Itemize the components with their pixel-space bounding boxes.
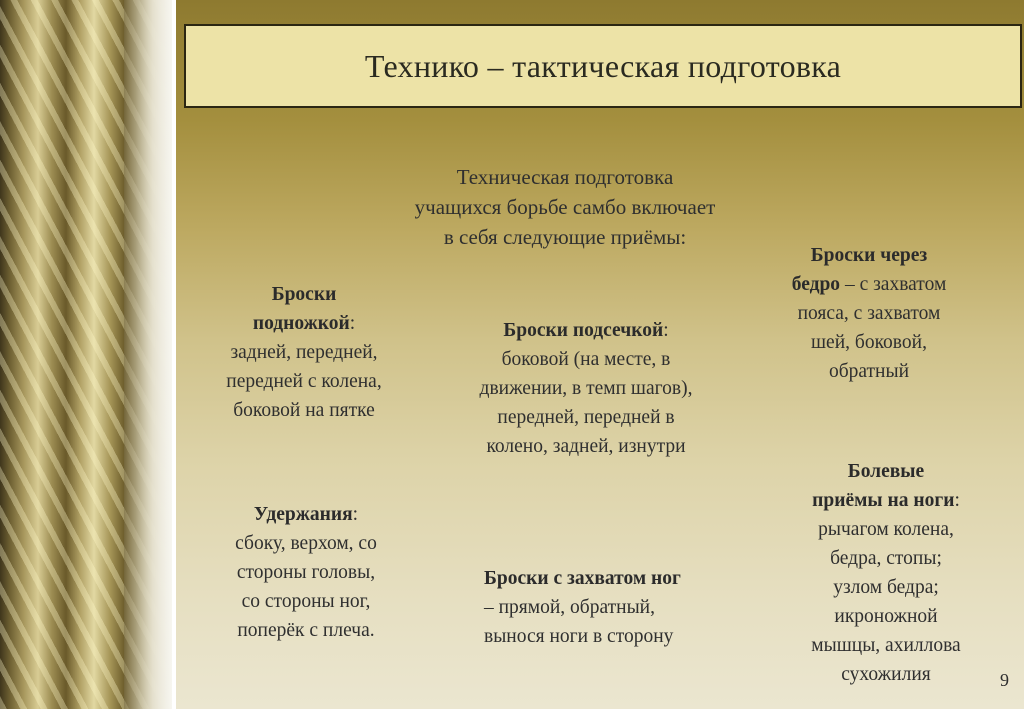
- throws-footsweep-block: [196, 280, 412, 425]
- footsweep-heading-2: подножкой: [252, 313, 350, 334]
- sweep-line-2: движении, в темп шагов),: [479, 378, 693, 399]
- footsweep-heading-1: Броски: [271, 284, 337, 305]
- decorative-column: [0, 0, 172, 709]
- slide-title: Технико – тактическая подготовка: [364, 47, 842, 84]
- intro-line-3: в себя следующие приёмы:: [443, 225, 687, 249]
- holds-colon: :: [352, 504, 359, 525]
- leg-locks-line-5: мышцы, ахиллова: [811, 635, 961, 656]
- sweep-line-3: передней, передней в: [497, 407, 675, 428]
- holds-line-1: сбоку, верхом, со: [235, 533, 377, 554]
- sweep-colon: :: [663, 320, 669, 341]
- intro-text: [360, 162, 770, 252]
- holds-line-2: стороны головы,: [236, 562, 376, 583]
- leg-locks-heading-1: Болевые: [847, 461, 925, 482]
- sweep-line-4: колено, задней, изнутри: [486, 436, 686, 457]
- throws-hip-block: [764, 241, 974, 386]
- hip-heading-2: бедро: [791, 274, 841, 295]
- holds-block: [196, 500, 416, 645]
- leg-grab-heading: Броски с захватом ног: [484, 568, 681, 589]
- hip-line-4: обратный: [828, 361, 910, 382]
- hip-line-1-rest: – с захватом: [840, 274, 947, 295]
- sweep-line-1: боковой (на месте, в: [501, 349, 671, 370]
- leg-locks-line-6: сухожилия: [841, 664, 931, 685]
- intro-line-1: Техническая подготовка: [456, 165, 674, 189]
- holds-line-4: поперёк с плеча.: [237, 620, 375, 641]
- hip-heading-1: Броски через: [810, 245, 928, 266]
- title-box: [184, 24, 1022, 108]
- footsweep-line-1: задней, передней,: [230, 342, 378, 363]
- leg-locks-line-3: узлом бедра;: [833, 577, 939, 598]
- page-number: 9: [1000, 670, 1009, 690]
- footsweep-colon: :: [349, 313, 356, 334]
- hip-line-2: пояса, с захватом: [797, 303, 941, 324]
- holds-line-3: со стороны ног,: [241, 591, 371, 612]
- throws-leg-grab-block: [484, 564, 744, 651]
- leg-locks-colon: :: [954, 490, 960, 511]
- leg-grab-line-2: вынося ноги в сторону: [484, 626, 674, 647]
- intro-line-2: учащихся борьбе самбо включает: [414, 195, 716, 219]
- sweep-heading: Броски подсечкой: [503, 320, 664, 341]
- leg-locks-line-4: икроножной: [834, 606, 938, 627]
- footsweep-line-3: боковой на пятке: [233, 400, 375, 421]
- footsweep-line-2: передней с колена,: [226, 371, 382, 392]
- throws-sweep-block: [436, 316, 736, 461]
- leg-locks-heading-2: приёмы на ноги: [812, 490, 955, 511]
- hip-line-3: шей, боковой,: [811, 332, 927, 353]
- leg-locks-line-1: рычагом колена,: [818, 519, 954, 540]
- holds-heading: Удержания: [253, 504, 353, 525]
- leg-locks-line-2: бедра, стопы;: [830, 548, 942, 569]
- leg-locks-block: [776, 457, 996, 689]
- leg-grab-line-1: – прямой, обратный,: [484, 597, 655, 618]
